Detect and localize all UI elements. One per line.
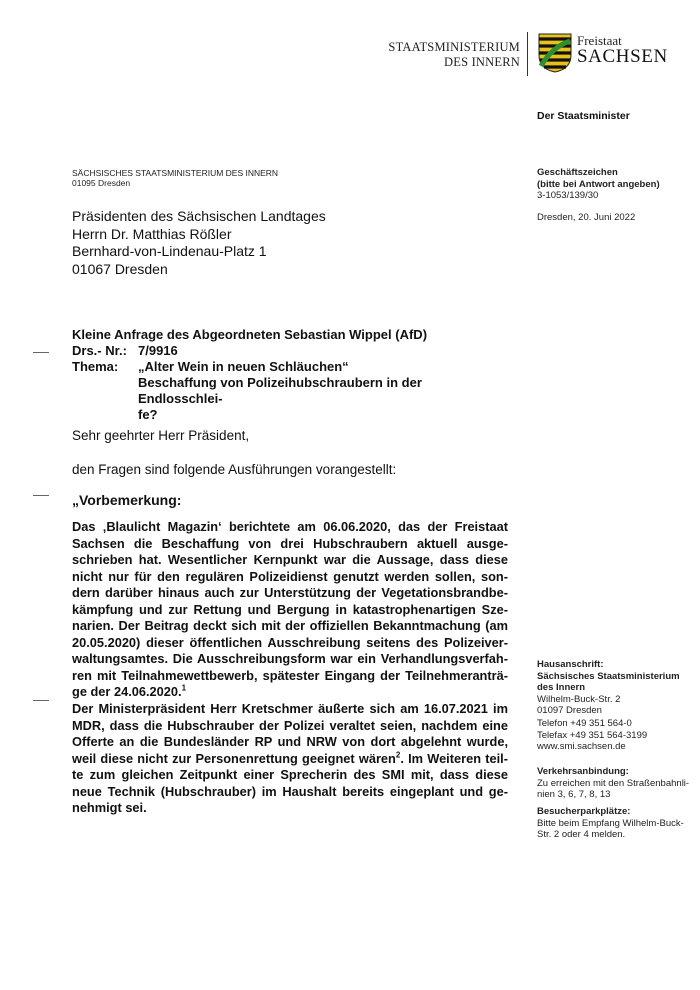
subject-title: Kleine Anfrage des Abgeordneten Sebastian Wippel (AfD) bbox=[72, 327, 428, 342]
drs-value: 7/9916 bbox=[138, 343, 178, 358]
paragraph-1-text: Das ‚Blaulicht Magazin‘ berichtete am 06.06.2020, das der Freistaat Sachsen die Beschaffung von drei Hubschraubern aktuell ausgeschrieben hat. Wesentlicher Kernpunkt war die Aussage, dass diese nicht nur für den regulären Polizeidienst genutzt werden sollen, sondern darüber hinaus auch zur Unterstützung der Vegetationsbrandbekämpfung und zur Rettung und Bergung in katastrophenartigen Szenarien. Der Beitrag deckt sich mit der offiziellen Bekanntmachung (am 20.05.2020) dieser öffentlichen Ausschreibung seitens des Polizeiverwaltungsamtes. Die Ausschreibungsform war ein Verhandlungsverfahren mit Teilnahmewettbewerb, spätester Eingang der Teilnehmeranträge der 24.06.2020. bbox=[72, 519, 508, 699]
footnote-2: 2 bbox=[395, 750, 401, 760]
letter-date: Dresden, 20. Juni 2022 bbox=[537, 212, 636, 223]
parking-line2: Str. 2 oder 4 melden. bbox=[537, 829, 626, 840]
letterhead-divider bbox=[527, 32, 528, 76]
fold-mark bbox=[33, 352, 49, 353]
state-name-small: Freistaat bbox=[577, 33, 622, 48]
recipient-line3: Bernhard-von-Lindenau-Platz 1 bbox=[72, 243, 267, 259]
topic-line3: fe? bbox=[138, 407, 158, 422]
transit-line2: nien 3, 6, 7, 8, 13 bbox=[537, 789, 611, 800]
reference-title: Geschäftszeichen bbox=[537, 167, 618, 178]
ministry-name-line2: DES INNERN bbox=[444, 55, 520, 69]
ministry-name-line1: STAATSMINISTERIUM bbox=[388, 40, 520, 54]
paragraph-2 bbox=[72, 701, 508, 817]
sidebar-address bbox=[537, 659, 680, 717]
minister-label: Der Staatsminister bbox=[537, 110, 630, 122]
recipient-line2: Herrn Dr. Matthias Rößler bbox=[72, 225, 232, 242]
reference-number: 3-1053/139/30 bbox=[537, 190, 599, 201]
paragraph-1 bbox=[72, 519, 508, 701]
reference-note: (bitte bei Antwort angeben) bbox=[537, 178, 660, 190]
intro-text: den Fragen sind folgende Ausführungen vorangestellt: bbox=[72, 462, 397, 477]
parking-title: Besucherparkplätze: bbox=[537, 806, 631, 817]
topic-row bbox=[72, 359, 478, 423]
parking-line1: Bitte beim Empfang Wilhelm-Buck- bbox=[537, 817, 684, 829]
transit-title: Verkehrsanbindung: bbox=[537, 766, 629, 777]
address-line1: Sächsisches Staatsministerium bbox=[537, 670, 680, 682]
address-title: Hausanschrift: bbox=[537, 659, 604, 670]
sender-address bbox=[72, 168, 278, 188]
saxony-coat-of-arms-icon bbox=[538, 33, 572, 73]
punch-mark bbox=[33, 495, 49, 496]
address-line3: Wilhelm-Buck-Str. 2 bbox=[537, 693, 621, 705]
drs-label: Drs.- Nr.: bbox=[72, 343, 127, 358]
footnote-1: 1 bbox=[181, 683, 187, 693]
paragraph-2-text-a: Der Ministerpräsident Herr Kretschmer äußerte sich am 16.07.2021 im MDR, dass die Hubschrauber der Polizei veraltet seien, nachdem eine Offerte an die Bundesländer RP und NRW von dort abgelehnt wurde, weil diese nicht zur Personenrettung geeignet wären bbox=[72, 701, 508, 766]
reference-block bbox=[537, 167, 660, 202]
state-name-big: SACHSEN bbox=[577, 46, 668, 67]
drs-row bbox=[72, 343, 478, 359]
transit-line1: Zu erreichen mit den Straßenbahnli- bbox=[537, 777, 690, 789]
topic-line2: Beschaffung von Polizeihubschraubern in der Endlosschlei- bbox=[138, 375, 422, 406]
fax: Telefax +49 351 564-3199 bbox=[537, 729, 648, 741]
topic-value bbox=[138, 359, 478, 423]
address-line4: 01097 Dresden bbox=[537, 705, 602, 716]
address-line2: des Innern bbox=[537, 682, 586, 693]
sender-line1: SÄCHSISCHES STAATSMINISTERIUM DES INNERN bbox=[72, 168, 279, 178]
salutation: Sehr geehrter Herr Präsident, bbox=[72, 428, 250, 443]
recipient-line4: 01067 Dresden bbox=[72, 260, 168, 277]
topic-line1: „Alter Wein in neuen Schläuchen“ bbox=[138, 359, 349, 374]
sidebar-parking bbox=[537, 806, 684, 841]
website-link[interactable]: www.smi.sachsen.de bbox=[537, 741, 626, 752]
fold-mark-lower bbox=[33, 700, 49, 701]
paragraph-2-text-b: . Im Weiteren teilte zum gleichen Zeitpunkt einer Sprecherin des SMI mit, dass diese neue Technik (Hubschrauber) im Haushalt bereits eingeplant und genehmigt sei. bbox=[72, 750, 508, 815]
topic-label: Thema: bbox=[72, 359, 119, 374]
prelim-heading: „Vorbemerkung: bbox=[72, 492, 182, 508]
ministry-name bbox=[380, 40, 520, 70]
recipient-line1: Präsidenten des Sächsischen Landtages bbox=[72, 208, 326, 224]
recipient-address bbox=[72, 208, 326, 278]
subject-block bbox=[72, 327, 478, 423]
sidebar-contact bbox=[537, 718, 647, 753]
phone: Telefon +49 351 564-0 bbox=[537, 718, 632, 729]
sidebar-transit bbox=[537, 766, 689, 801]
sender-line2: 01095 Dresden bbox=[72, 178, 131, 188]
